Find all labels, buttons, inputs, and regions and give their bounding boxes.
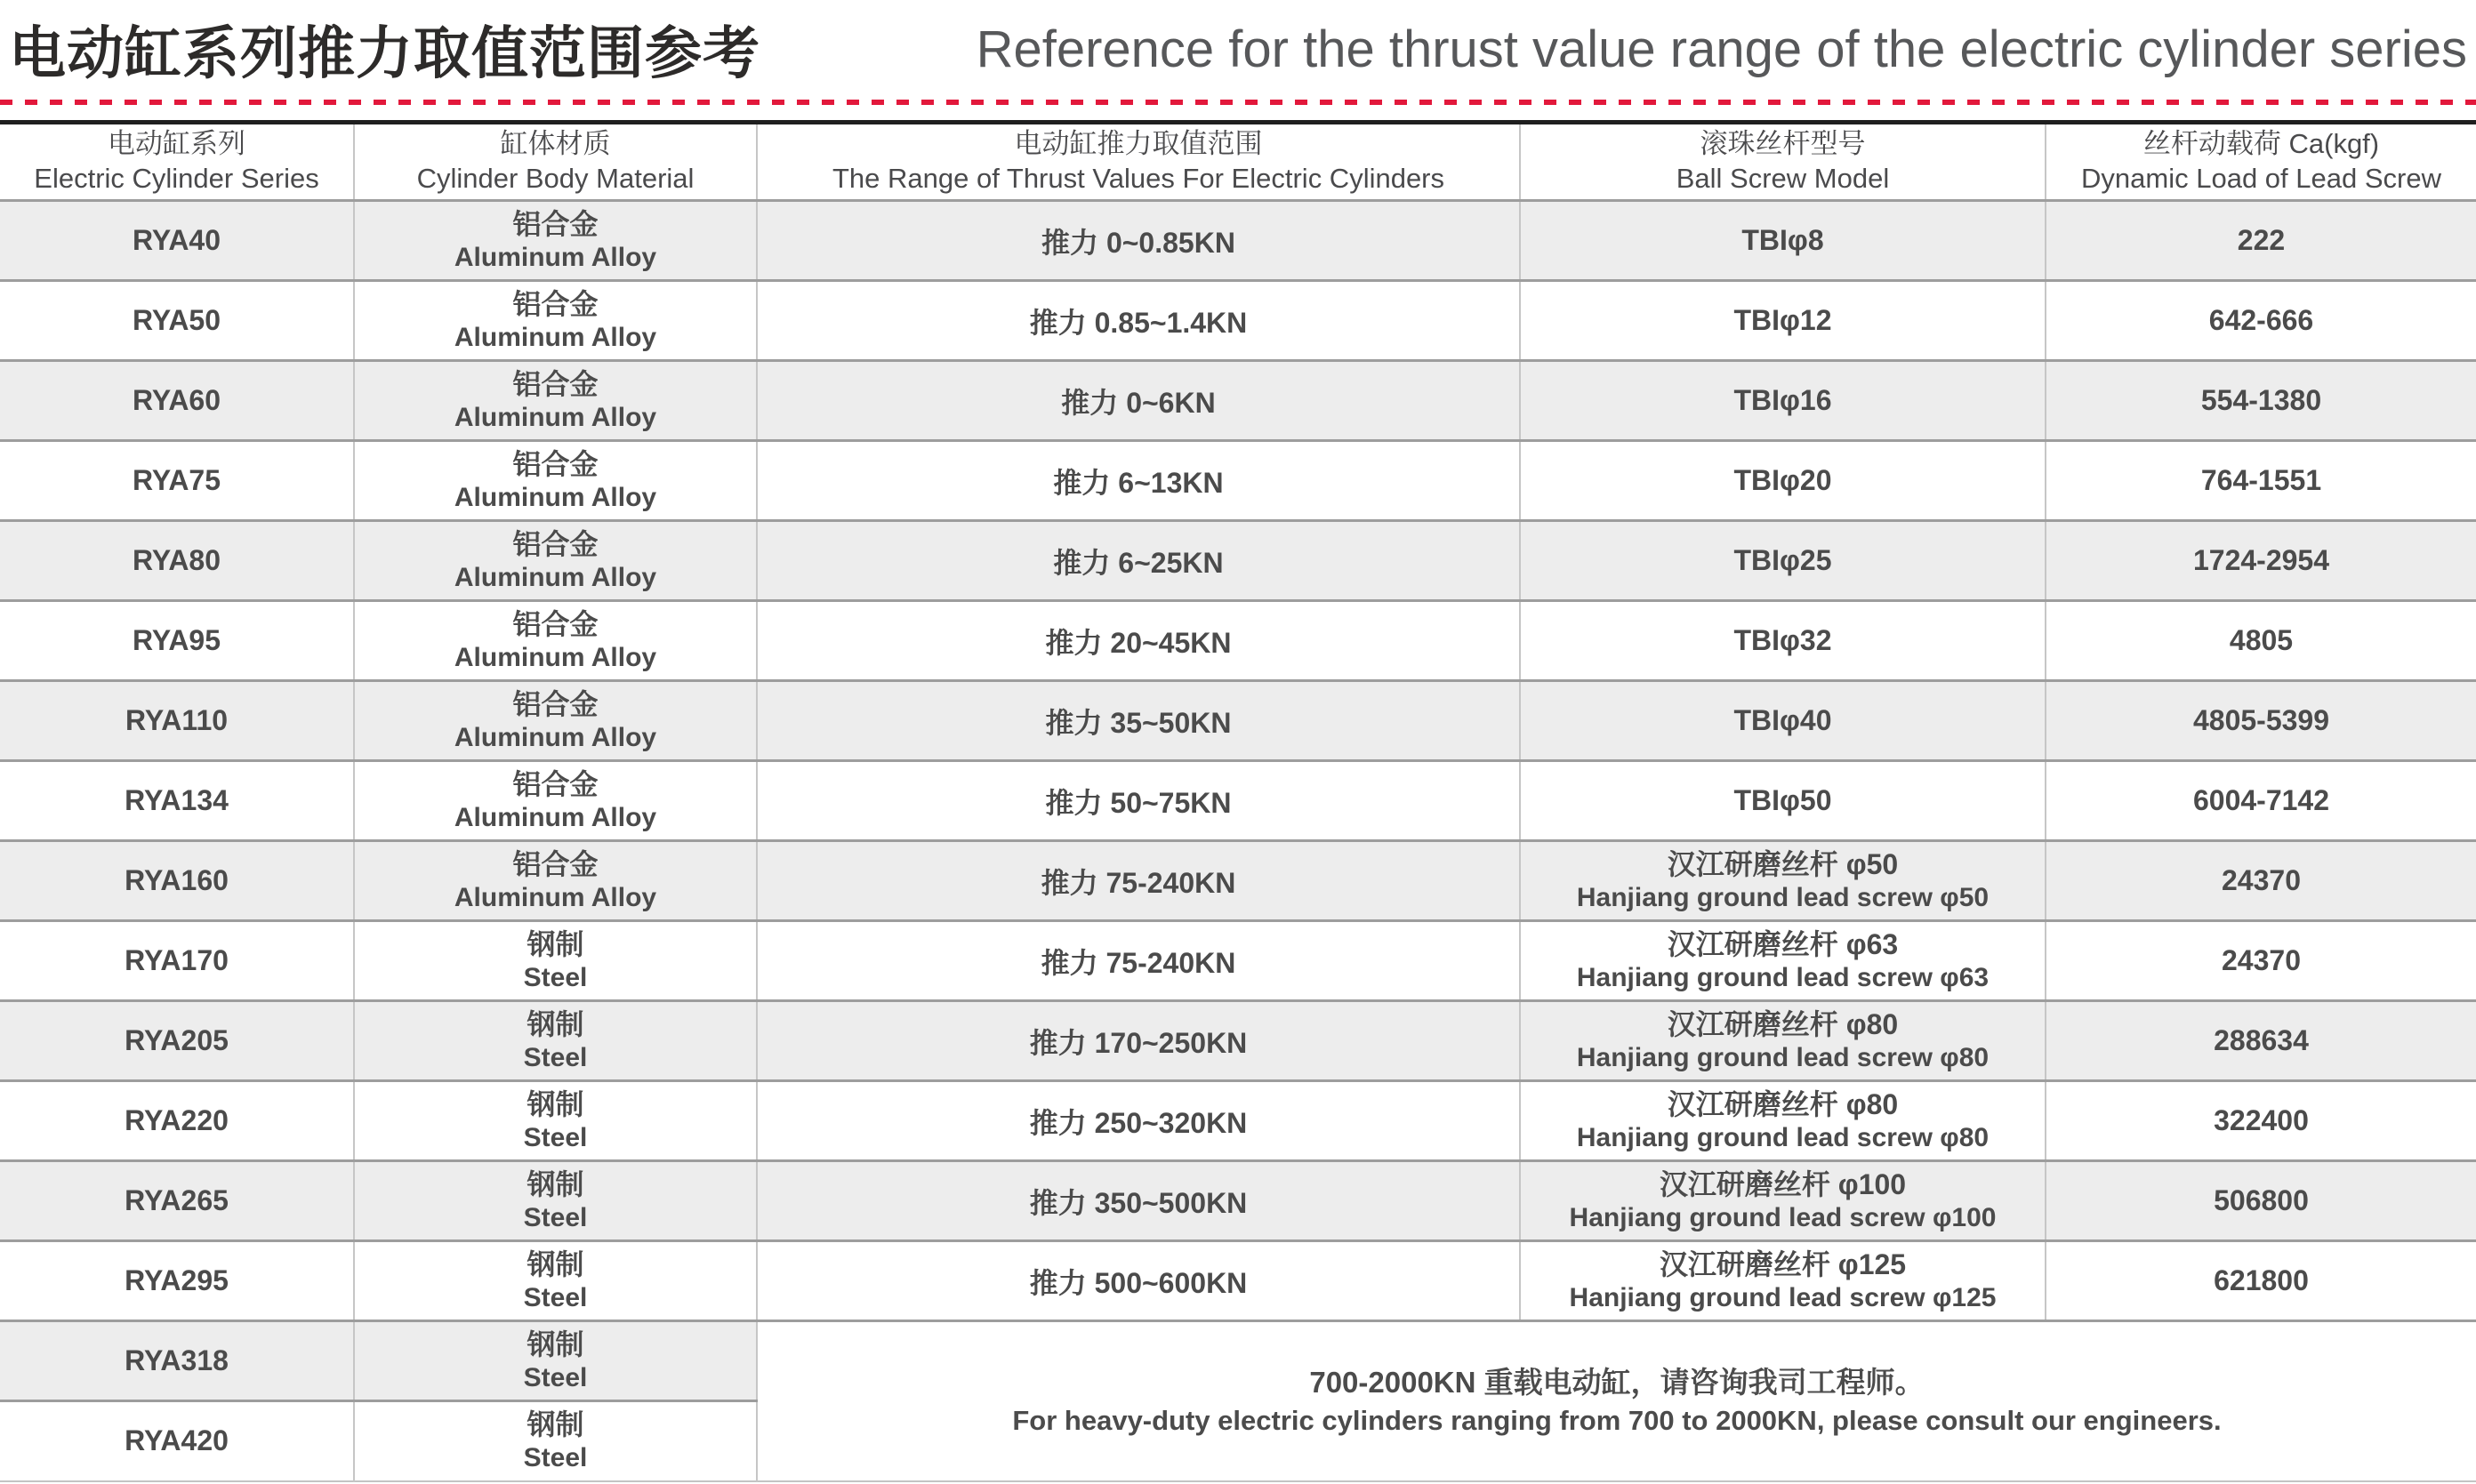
- screw-cell: [1520, 681, 2046, 761]
- col-header-series-en: Electric Cylinder Series: [34, 163, 319, 194]
- screw-en: Hanjiang ground lead screw φ80: [1576, 1042, 1990, 1072]
- col-header-dynamic-load: [2046, 123, 2476, 201]
- load-cell: 288634: [2046, 1001, 2476, 1081]
- material-en: Aluminum Alloy: [454, 402, 657, 432]
- screw-zh: TBIφ16: [1733, 383, 1832, 416]
- page-title-zh: 电动缸系列推力取值范围参考: [9, 21, 760, 85]
- series-cell: RYA295: [0, 1241, 354, 1321]
- screw-cell: [1520, 521, 2046, 601]
- material-en: Steel: [523, 1042, 588, 1072]
- header-row: [0, 123, 2476, 201]
- material-en: Aluminum Alloy: [454, 242, 657, 272]
- col-header-material-zh: 缸体材质: [500, 128, 611, 160]
- material-cell: [354, 281, 757, 361]
- col-header-thrust-range: [757, 123, 1520, 201]
- load-cell: 554-1380: [2046, 361, 2476, 441]
- table-row: [0, 441, 2476, 521]
- screw-zh: 汉江研磨丝杆 φ100: [1659, 1167, 1907, 1200]
- series-cell: RYA420: [0, 1401, 354, 1481]
- screw-cell: [1520, 441, 2046, 521]
- material-zh: 铝合金: [512, 367, 599, 400]
- material-en: Steel: [523, 1362, 588, 1392]
- col-header-ball-screw-model-en: Ball Screw Model: [1676, 163, 1890, 194]
- screw-zh: TBIφ12: [1733, 303, 1832, 336]
- screw-cell: [1520, 1161, 2046, 1241]
- screw-zh: TBIφ8: [1741, 223, 1824, 256]
- thrust-cell: 推力 20~45KN: [757, 601, 1520, 681]
- load-cell: 1724-2954: [2046, 521, 2476, 601]
- thrust-cell: 推力 500~600KN: [757, 1241, 1520, 1321]
- table-row: [0, 361, 2476, 441]
- material-zh: 铝合金: [512, 287, 599, 320]
- material-cell: [354, 761, 757, 841]
- table-row: [0, 1161, 2476, 1241]
- screw-zh: TBIφ50: [1733, 783, 1832, 816]
- material-en: Steel: [523, 1282, 588, 1312]
- red-dashed-divider: [0, 100, 2476, 105]
- heavy-duty-note-en: For heavy-duty electric cylinders ranging from 700 to 2000KN, please consult our engineers.: [1012, 1405, 2222, 1437]
- material-cell: [354, 1241, 757, 1321]
- load-cell: 222: [2046, 201, 2476, 281]
- thrust-cell: 推力 350~500KN: [757, 1161, 1520, 1241]
- col-header-ball-screw-model: [1520, 123, 2046, 201]
- screw-en: Hanjiang ground lead screw φ80: [1576, 1122, 1990, 1152]
- material-cell: [354, 441, 757, 521]
- load-cell: 24370: [2046, 841, 2476, 921]
- material-zh: 铝合金: [512, 607, 599, 640]
- col-header-series: [0, 123, 354, 201]
- material-cell: [354, 1081, 757, 1161]
- series-cell: RYA75: [0, 441, 354, 521]
- load-cell: 6004-7142: [2046, 761, 2476, 841]
- material-zh: 铝合金: [512, 447, 599, 480]
- thrust-cell: 推力 250~320KN: [757, 1081, 1520, 1161]
- material-zh: 钢制: [527, 1408, 584, 1440]
- table-row: [0, 1241, 2476, 1321]
- material-cell: [354, 681, 757, 761]
- series-cell: RYA170: [0, 921, 354, 1001]
- col-header-ball-screw-model-zh: 滚珠丝杆型号: [1700, 128, 1866, 160]
- series-cell: RYA50: [0, 281, 354, 361]
- series-cell: RYA95: [0, 601, 354, 681]
- material-cell: [354, 1161, 757, 1241]
- col-header-material-en: Cylinder Body Material: [416, 163, 695, 194]
- table-row: [0, 1321, 2476, 1401]
- material-cell: [354, 201, 757, 281]
- screw-en: Hanjiang ground lead screw φ125: [1569, 1282, 1997, 1312]
- table-row: [0, 521, 2476, 601]
- screw-en: Hanjiang ground lead screw φ100: [1569, 1202, 1997, 1232]
- load-cell: 322400: [2046, 1081, 2476, 1161]
- material-zh: 铝合金: [512, 767, 599, 800]
- screw-zh: TBIφ20: [1733, 463, 1832, 496]
- load-cell: 4805: [2046, 601, 2476, 681]
- table-row: [0, 1001, 2476, 1081]
- thrust-cell: 推力 75-240KN: [757, 841, 1520, 921]
- col-header-thrust-range-en: The Range of Thrust Values For Electric Cylinders: [832, 163, 1445, 194]
- series-cell: RYA40: [0, 201, 354, 281]
- material-en: Aluminum Alloy: [454, 882, 657, 912]
- material-zh: 钢制: [527, 1087, 584, 1120]
- screw-zh: 汉江研磨丝杆 φ80: [1667, 1007, 1899, 1040]
- table-row: [0, 281, 2476, 361]
- thrust-cell: 推力 75-240KN: [757, 921, 1520, 1001]
- screw-en: Hanjiang ground lead screw φ63: [1576, 962, 1990, 992]
- material-zh: 铝合金: [512, 847, 599, 880]
- material-zh: 钢制: [527, 1247, 584, 1280]
- series-cell: RYA160: [0, 841, 354, 921]
- thrust-cell: 推力 0.85~1.4KN: [757, 281, 1520, 361]
- material-zh: 钢制: [527, 1167, 584, 1200]
- material-en: Aluminum Alloy: [454, 482, 657, 512]
- page-header: [0, 0, 2476, 92]
- heavy-duty-note-cell: [757, 1321, 2476, 1481]
- screw-cell: [1520, 201, 2046, 281]
- screw-cell: [1520, 841, 2046, 921]
- series-cell: RYA110: [0, 681, 354, 761]
- material-cell: [354, 841, 757, 921]
- screw-zh: 汉江研磨丝杆 φ80: [1667, 1087, 1899, 1120]
- screw-cell: [1520, 1001, 2046, 1081]
- thrust-cell: 推力 35~50KN: [757, 681, 1520, 761]
- material-zh: 铝合金: [512, 207, 599, 240]
- load-cell: 506800: [2046, 1161, 2476, 1241]
- load-cell: 621800: [2046, 1241, 2476, 1321]
- material-cell: [354, 521, 757, 601]
- series-cell: RYA205: [0, 1001, 354, 1081]
- screw-zh: TBIφ32: [1733, 623, 1832, 656]
- screw-en: Hanjiang ground lead screw φ50: [1576, 882, 1990, 912]
- table-row: [0, 761, 2476, 841]
- material-zh: 钢制: [527, 1007, 584, 1040]
- thrust-cell: 推力 0~6KN: [757, 361, 1520, 441]
- material-zh: 钢制: [527, 927, 584, 960]
- thrust-cell: 推力 0~0.85KN: [757, 201, 1520, 281]
- screw-cell: [1520, 921, 2046, 1001]
- col-header-dynamic-load-zh: 丝杆动载荷 Ca(kgf): [2142, 128, 2380, 160]
- material-en: Aluminum Alloy: [454, 642, 657, 672]
- load-cell: 4805-5399: [2046, 681, 2476, 761]
- material-en: Aluminum Alloy: [454, 322, 657, 352]
- series-cell: RYA80: [0, 521, 354, 601]
- series-cell: RYA318: [0, 1321, 354, 1401]
- material-en: Aluminum Alloy: [454, 562, 657, 592]
- table-row: [0, 601, 2476, 681]
- screw-cell: [1520, 361, 2046, 441]
- material-zh: 铝合金: [512, 527, 599, 560]
- material-cell: [354, 601, 757, 681]
- material-cell: [354, 361, 757, 441]
- thrust-cell: 推力 6~13KN: [757, 441, 1520, 521]
- material-en: Aluminum Alloy: [454, 722, 657, 752]
- col-header-series-zh: 电动缸系列: [108, 128, 245, 160]
- series-cell: RYA220: [0, 1081, 354, 1161]
- screw-cell: [1520, 761, 2046, 841]
- series-cell: RYA134: [0, 761, 354, 841]
- material-en: Steel: [523, 962, 588, 992]
- material-en: Steel: [523, 1122, 588, 1152]
- material-en: Steel: [523, 1202, 588, 1232]
- table-row: [0, 681, 2476, 761]
- load-cell: 642-666: [2046, 281, 2476, 361]
- material-en: Steel: [523, 1442, 588, 1472]
- screw-cell: [1520, 281, 2046, 361]
- material-en: Aluminum Alloy: [454, 802, 657, 832]
- screw-cell: [1520, 1081, 2046, 1161]
- load-cell: 24370: [2046, 921, 2476, 1001]
- table-row: [0, 841, 2476, 921]
- material-cell: [354, 1321, 757, 1401]
- thrust-cell: 推力 6~25KN: [757, 521, 1520, 601]
- series-cell: RYA60: [0, 361, 354, 441]
- table-row: [0, 201, 2476, 281]
- col-header-thrust-range-zh: 电动缸推力取值范围: [1014, 128, 1263, 160]
- material-cell: [354, 921, 757, 1001]
- screw-cell: [1520, 601, 2046, 681]
- thrust-cell: 推力 50~75KN: [757, 761, 1520, 841]
- screw-zh: 汉江研磨丝杆 φ50: [1667, 847, 1899, 880]
- table-row: [0, 921, 2476, 1001]
- table-row: [0, 1081, 2476, 1161]
- page-title-en: Reference for the thrust value range of the electric cylinder series: [976, 20, 2467, 78]
- material-cell: [354, 1401, 757, 1481]
- screw-zh: TBIφ25: [1733, 543, 1832, 576]
- material-cell: [354, 1001, 757, 1081]
- screw-cell: [1520, 1241, 2046, 1321]
- col-header-dynamic-load-en: Dynamic Load of Lead Screw: [2081, 163, 2441, 194]
- screw-zh: 汉江研磨丝杆 φ125: [1659, 1247, 1907, 1280]
- col-header-material: [354, 123, 757, 201]
- thrust-cell: 推力 170~250KN: [757, 1001, 1520, 1081]
- material-zh: 铝合金: [512, 687, 599, 720]
- load-cell: 764-1551: [2046, 441, 2476, 521]
- thrust-reference-table: [0, 120, 2476, 1482]
- heavy-duty-note-zh: 700-2000KN 重载电动缸，请咨询我司工程师。: [1309, 1365, 1925, 1399]
- screw-zh: TBIφ40: [1733, 703, 1832, 736]
- series-cell: RYA265: [0, 1161, 354, 1241]
- screw-zh: 汉江研磨丝杆 φ63: [1667, 927, 1899, 960]
- material-zh: 钢制: [527, 1328, 584, 1360]
